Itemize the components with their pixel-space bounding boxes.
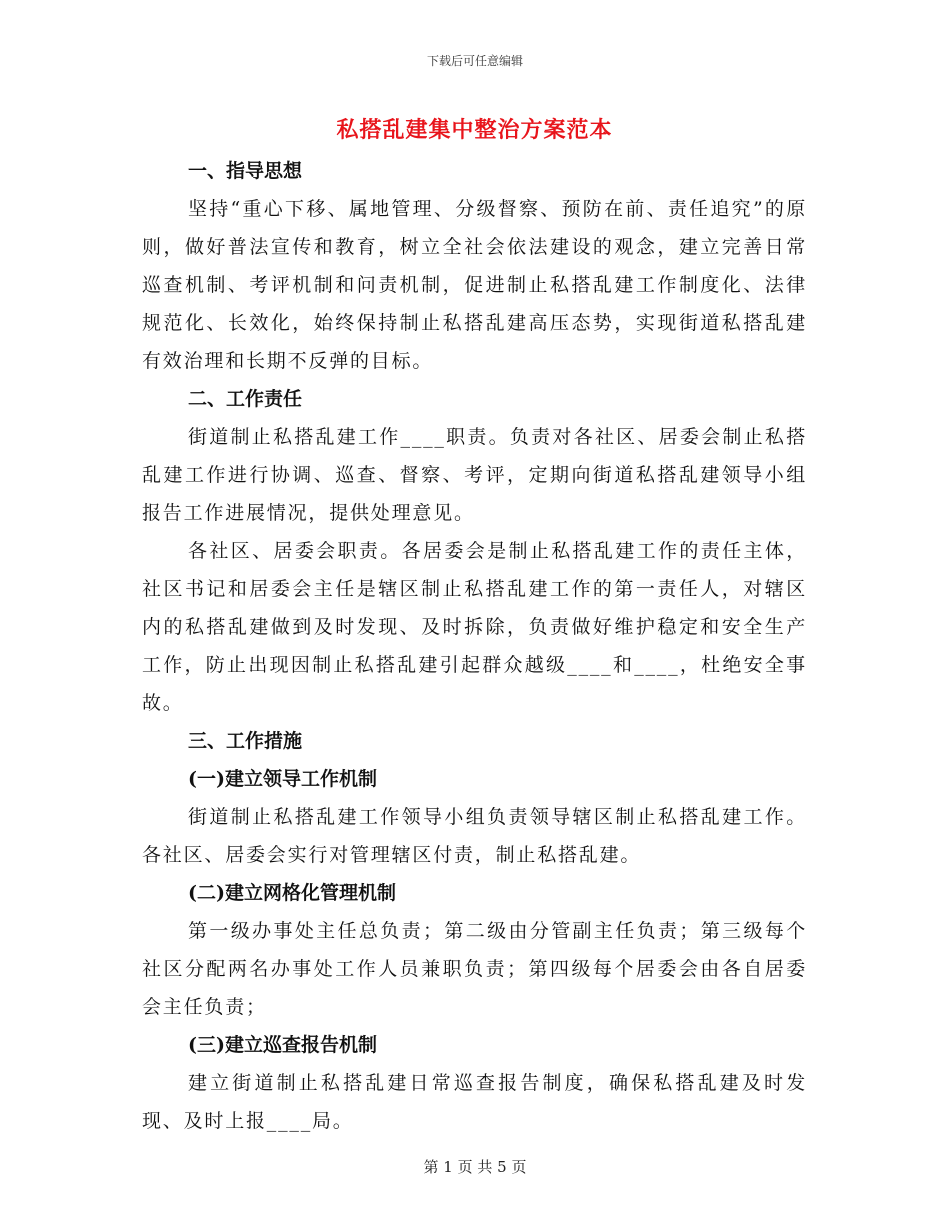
section-heading-guiding-ideology: 一、指导思想 xyxy=(188,160,303,182)
paragraph-grid-management: 第一级办事处主任总负责；第二级由分管副主任负责；第三级每个社区分配两名办事处工作人员兼职负责；第四级每个居委会由各自居委会主任负责； xyxy=(142,920,807,1018)
document-body xyxy=(142,112,807,1140)
document-title: 私搭乱建集中整治方案范本 xyxy=(336,117,613,143)
subheading-inspection-reporting: (三)建立巡查报告机制 xyxy=(188,1034,377,1056)
page-header-note: 下载后可任意编辑 xyxy=(426,54,523,68)
section-heading-work-measures: 三、工作措施 xyxy=(188,730,303,752)
paragraph-inspection-reporting: 建立街道制止私搭乱建日常巡查报告制度，确保私搭乱建及时发现、及时上报____局。 xyxy=(142,1072,807,1132)
paragraph-guiding-ideology: 坚持“重心下移、属地管理、分级督察、预防在前、责任追究”的原则，做好普法宣传和教育，树立全社会依法建设的观念，建立完善日常巡查机制、考评机制和问责机制，促进制止私搭乱建工作制度化、法律规范化、长效化，始终保持制止私搭乱建高压态势，实现街道私搭乱建有效治理和长期不反弹的目标。 xyxy=(142,198,807,372)
paragraph-street-responsibility: 街道制止私搭乱建工作____职责。负责对各社区、居委会制止私搭乱建工作进行协调、巡查、督察、考评，定期向街道私搭乱建领导小组报告工作进展情况，提供处理意见。 xyxy=(142,426,807,524)
paragraph-community-responsibility: 各社区、居委会职责。各居委会是制止私搭乱建工作的责任主体，社区书记和居委会主任是辖区制止私搭乱建工作的第一责任人，对辖区内的私搭乱建做到及时发现、及时拆除，负责做好维护稳定和安全生产工作，防止出现因制止私搭乱建引起群众越级____和____，杜绝安全事故。 xyxy=(142,540,807,714)
subheading-leadership-mechanism: (一)建立领导工作机制 xyxy=(188,768,377,790)
paragraph-leadership-mechanism: 街道制止私搭乱建工作领导小组负责领导辖区制止私搭乱建工作。各社区、居委会实行对管理辖区付责，制止私搭乱建。 xyxy=(142,806,807,866)
section-heading-work-responsibility: 二、工作责任 xyxy=(188,388,303,410)
subheading-grid-management: (二)建立网格化管理机制 xyxy=(188,882,396,904)
page-number-footer: 第 1 页 共 5 页 xyxy=(423,1158,527,1176)
